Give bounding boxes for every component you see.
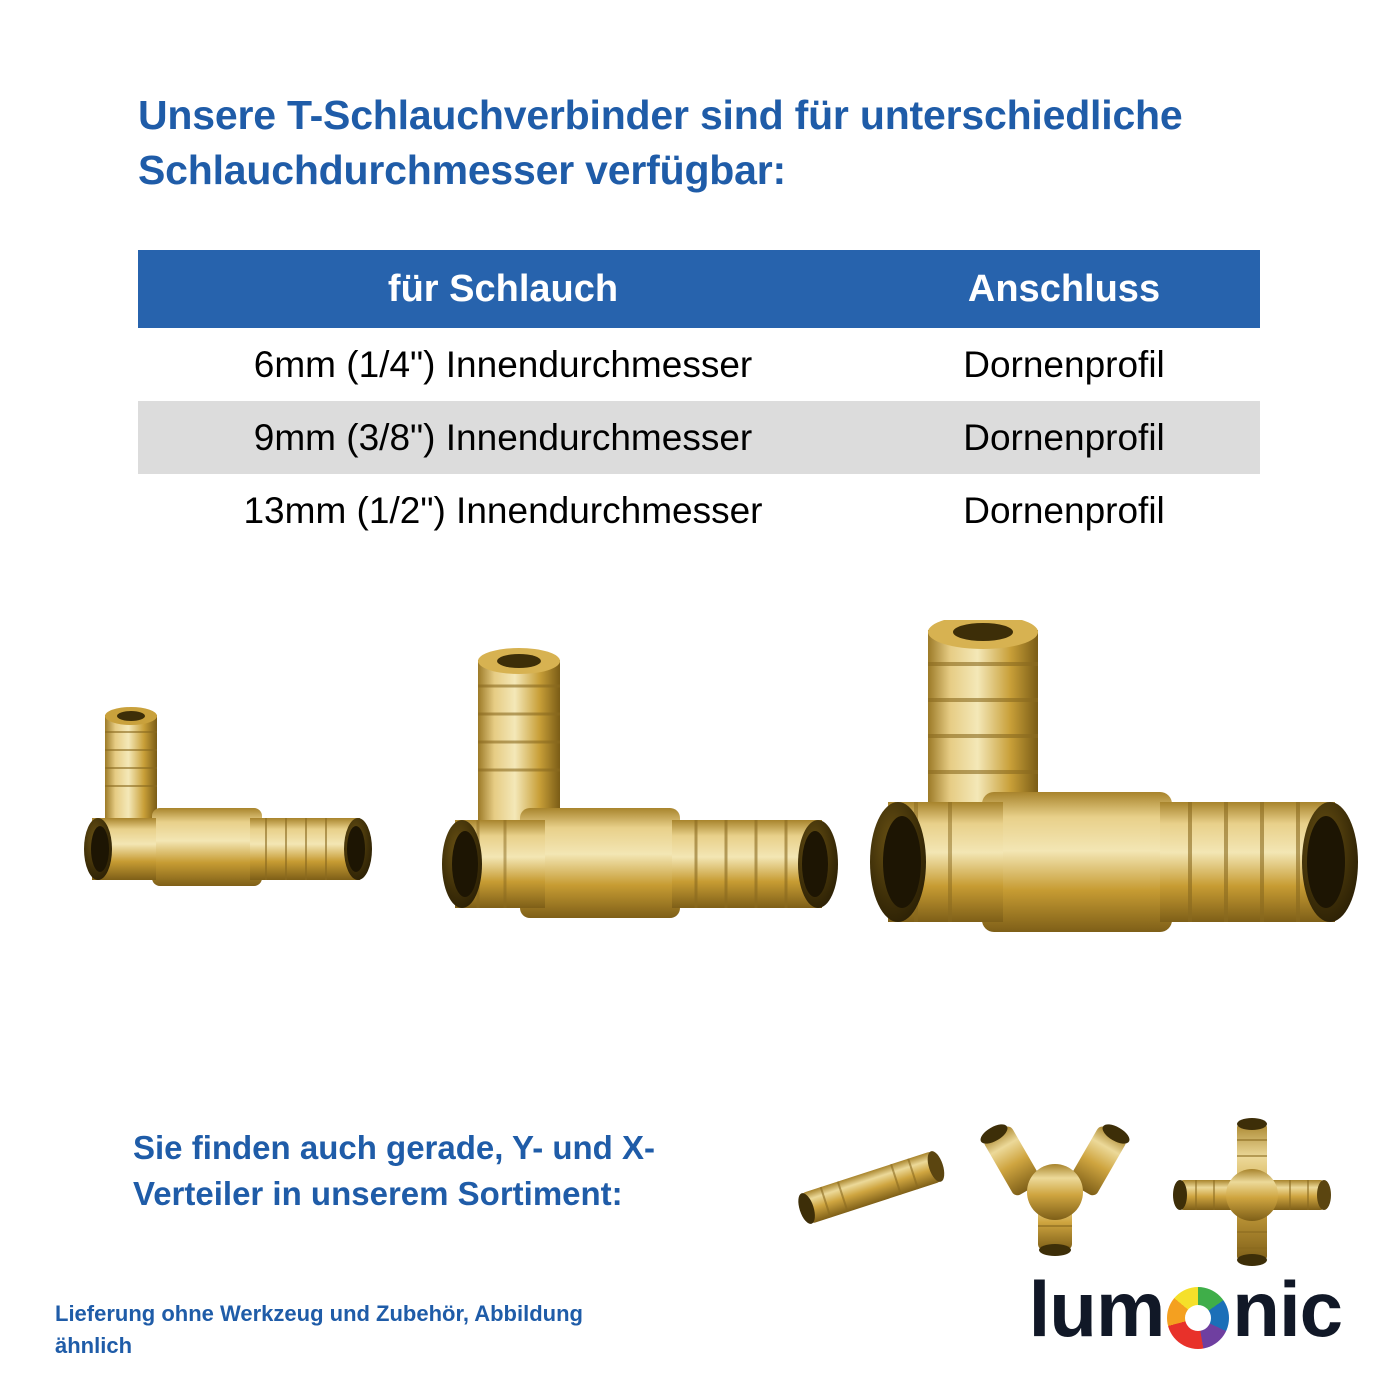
cell-connection: Dornenprofil [963, 489, 1165, 531]
brand-logo [1029, 1264, 1342, 1355]
table-row [138, 401, 1260, 474]
footer-note: Lieferung ohne Werkzeug und Zubehör, Abbildung ähnlich [55, 1301, 583, 1359]
t-connector-9mm [442, 648, 838, 918]
product-image-group [0, 620, 1400, 1040]
cell-size: 6mm (1/4") Innendurchmesser [253, 343, 753, 385]
page-title: Unsere T-Schlauchverbinder sind für unterschiedliche Schlauchdurchmesser verfügbar: [138, 92, 1183, 194]
cell-connection: Dornenprofil [963, 343, 1165, 385]
table-row [138, 328, 1260, 401]
logo-text-part1: lum [1028, 1265, 1165, 1353]
table-row [138, 474, 1260, 547]
x-connector [1173, 1118, 1331, 1266]
t-connector-6mm [84, 707, 372, 886]
logo-color-wheel-icon [1167, 1287, 1229, 1349]
table-header-row [138, 250, 1260, 328]
table-header-size: für Schlauch [387, 267, 619, 310]
y-connector [978, 1120, 1133, 1256]
cell-connection: Dornenprofil [963, 416, 1165, 458]
straight-connector [795, 1149, 948, 1226]
table-header-connection: Anschluss [967, 267, 1161, 310]
t-connectors-illustration [0, 620, 1400, 1040]
t-connector-13mm [870, 620, 1358, 932]
other-connectors-illustration [780, 1110, 1340, 1270]
small-fittings-svg [780, 1110, 1340, 1270]
cell-size: 13mm (1/2") Innendurchmesser [243, 489, 763, 531]
cell-size: 9mm (3/8") Innendurchmesser [253, 416, 753, 458]
assortment-note: Sie finden auch gerade, Y- und X-Verteiler in unserem Sortiment: [133, 1129, 655, 1213]
logo-text-part2: nic [1232, 1265, 1342, 1353]
size-table [138, 250, 1260, 547]
